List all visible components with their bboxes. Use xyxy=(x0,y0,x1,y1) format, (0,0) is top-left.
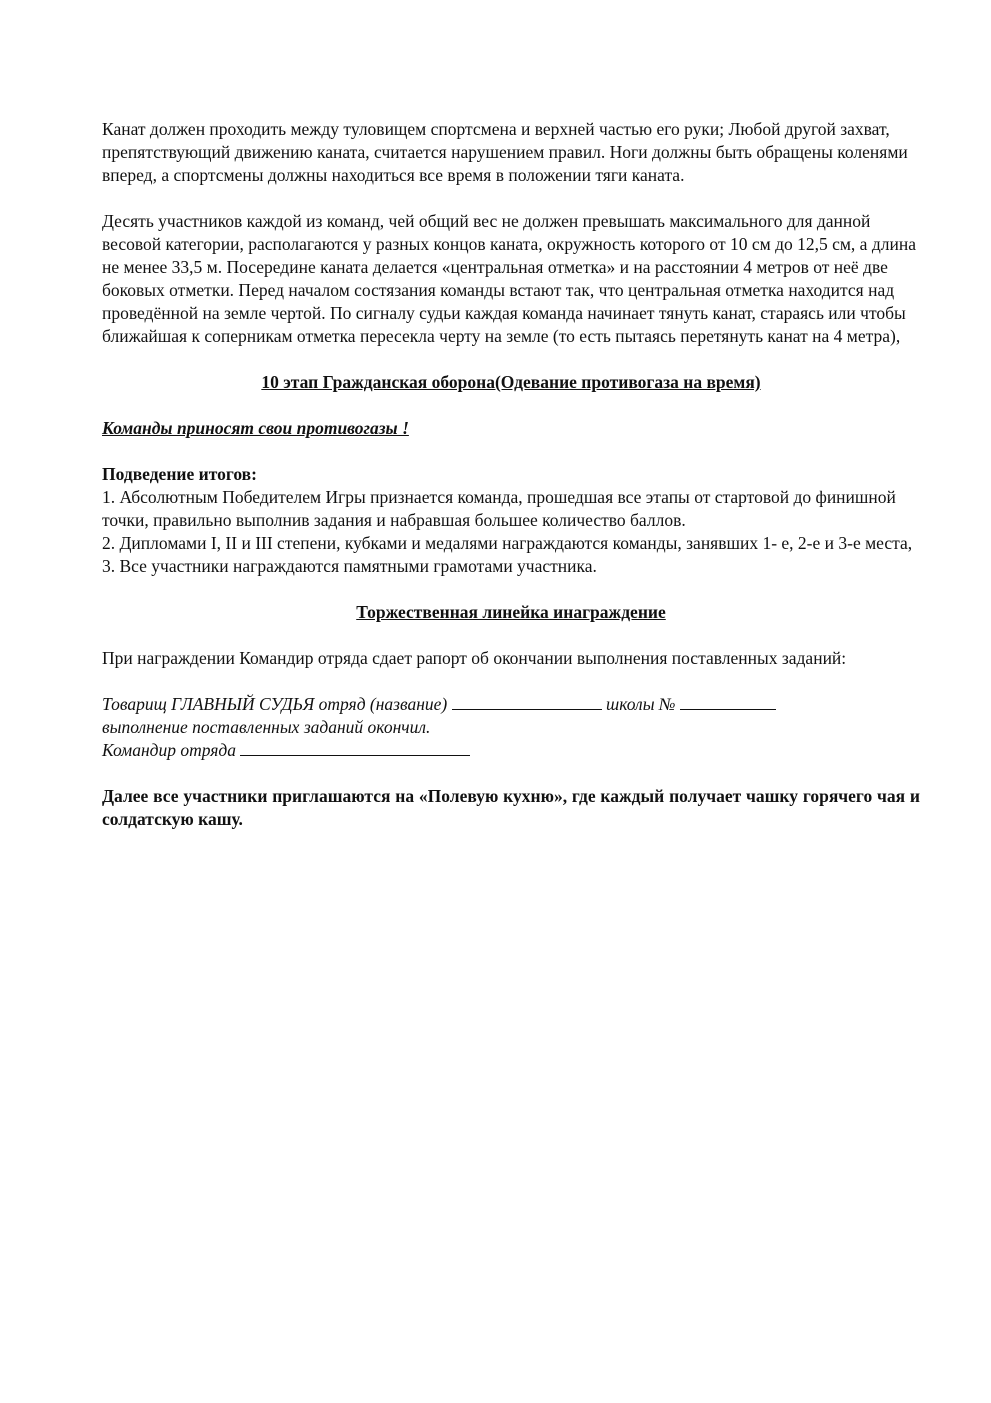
report-addressee: Товарищ ГЛАВНЫЙ СУДЬЯ отряд (название) xyxy=(102,694,452,714)
report-commander-label: Командир отряда xyxy=(102,740,241,760)
document-content xyxy=(102,118,920,831)
team-name-blank xyxy=(452,694,602,710)
paragraph-rope-rules: Десять участников каждой из команд, чей общий вес не должен превышать максимального для данной весовой категории, располагаются у разных концов каната, окружность которого от 10 см до 12,5 см, а длина не менее 33,5 м. Посередине каната делается «центральная отметка» и на расстоянии 4 метров от неё две боковых отметки. Перед началом состязания команды встают так, что центральная отметка находится над проведённой на земле чертой. По сигналу судьи каждая команда начинает тянуть канат, стараясь или чтобы ближайшая к соперникам отметка пересекла черту на земле (то есть пытаясь перетянуть канат на 4 метра), xyxy=(102,211,916,346)
report-form xyxy=(102,693,920,762)
ceremony-text: При награждении Командир отряда сдает рапорт об окончании выполнения поставленных заданий: xyxy=(102,648,847,668)
results-heading: Подведение итогов: xyxy=(102,464,257,484)
report-line-2: выполнение поставленных заданий окончил. xyxy=(102,717,431,737)
commander-blank xyxy=(240,740,470,756)
paragraph-rope-grip: Канат должен проходить между туловищем спортсмена и верхней частью его руки; Любой другой захват, препятствующий движению каната, считается нарушением правил. Ноги должны быть обращены коленями вперед, а спортсмены должны находиться все время в положении тяги каната. xyxy=(102,119,908,185)
ceremony-heading: Торжественная линейка инаграждение xyxy=(356,602,666,622)
report-line-1 xyxy=(102,693,920,716)
stage-heading: 10 этап Гражданская оборона(Одевание противогаза на время) xyxy=(261,372,761,392)
results-item: 1. Абсолютным Победителем Игры признается команда, прошедшая все этапы от стартовой до финишной точки, правильно выполнив задания и набравшая большее количество баллов. xyxy=(102,487,896,530)
teams-note: Команды приносят свои противогазы ! xyxy=(102,418,409,438)
report-line-3 xyxy=(102,739,920,762)
final-paragraph: Далее все участники приглашаются на «Полевую кухню», где каждый получает чашку горячего чая и солдатскую кашу. xyxy=(102,786,920,829)
results-item: 2. Дипломами I, II и III степени, кубками и медалями награждаются команды, занявших 1- е, 2-е и 3-е места, xyxy=(102,533,913,553)
results-item: 3. Все участники награждаются памятными грамотами участника. xyxy=(102,556,597,576)
school-number-blank xyxy=(680,694,776,710)
report-school-label: школы № xyxy=(601,694,680,714)
